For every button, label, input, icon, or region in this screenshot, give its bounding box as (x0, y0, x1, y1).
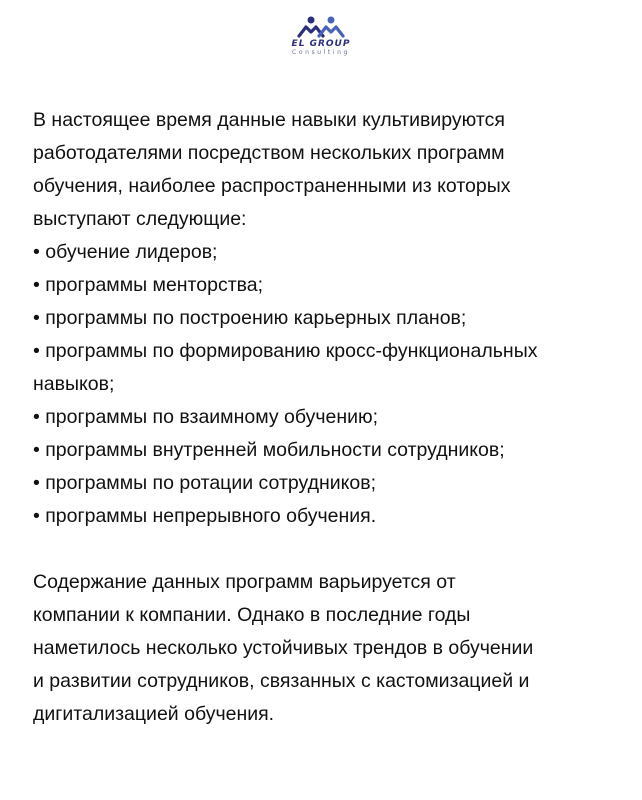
text-line: работодателями посредством нескольких программ (33, 142, 505, 164)
people-icon (296, 16, 346, 38)
text-line: выступают следующие: (33, 208, 247, 230)
list-item: • программы непрерывного обучения. (33, 505, 377, 527)
list-item-continuation: навыков; (33, 373, 115, 395)
list-item: • обучение лидеров; (33, 241, 218, 263)
list-item: • программы по ротации сотрудников; (33, 472, 377, 494)
list-item: • программы менторства; (33, 274, 264, 296)
list-item: • программы по взаимному обучению; (33, 406, 379, 428)
logo (274, 16, 368, 64)
text-line: дигитализацией обучения. (33, 703, 275, 725)
paragraph-spacer (33, 533, 623, 566)
logo-subtitle: Consulting (292, 49, 350, 56)
logo-name: EL GROUP (291, 39, 351, 49)
text-line: В настоящее время данные навыки культивируются (33, 109, 505, 131)
bullet-list (33, 236, 623, 533)
text-line: Содержание данных программ варьируется от (33, 571, 456, 593)
text-line: наметилось несколько устойчивых трендов в обучении (33, 637, 534, 659)
list-item: • программы по формированию кросс-функциональных (33, 340, 538, 362)
paragraph-intro (33, 104, 623, 236)
text-line: обучения, наиболее распространенными из которых (33, 175, 511, 197)
list-item: • программы внутренней мобильности сотрудников; (33, 439, 505, 461)
text-line: компании к компании. Однако в последние годы (33, 604, 471, 626)
paragraph-trends (33, 566, 623, 731)
document-body (33, 104, 623, 731)
text-line: и развитии сотрудников, связанных с кастомизацией и (33, 670, 530, 692)
list-item: • программы по построению карьерных планов; (33, 307, 467, 329)
